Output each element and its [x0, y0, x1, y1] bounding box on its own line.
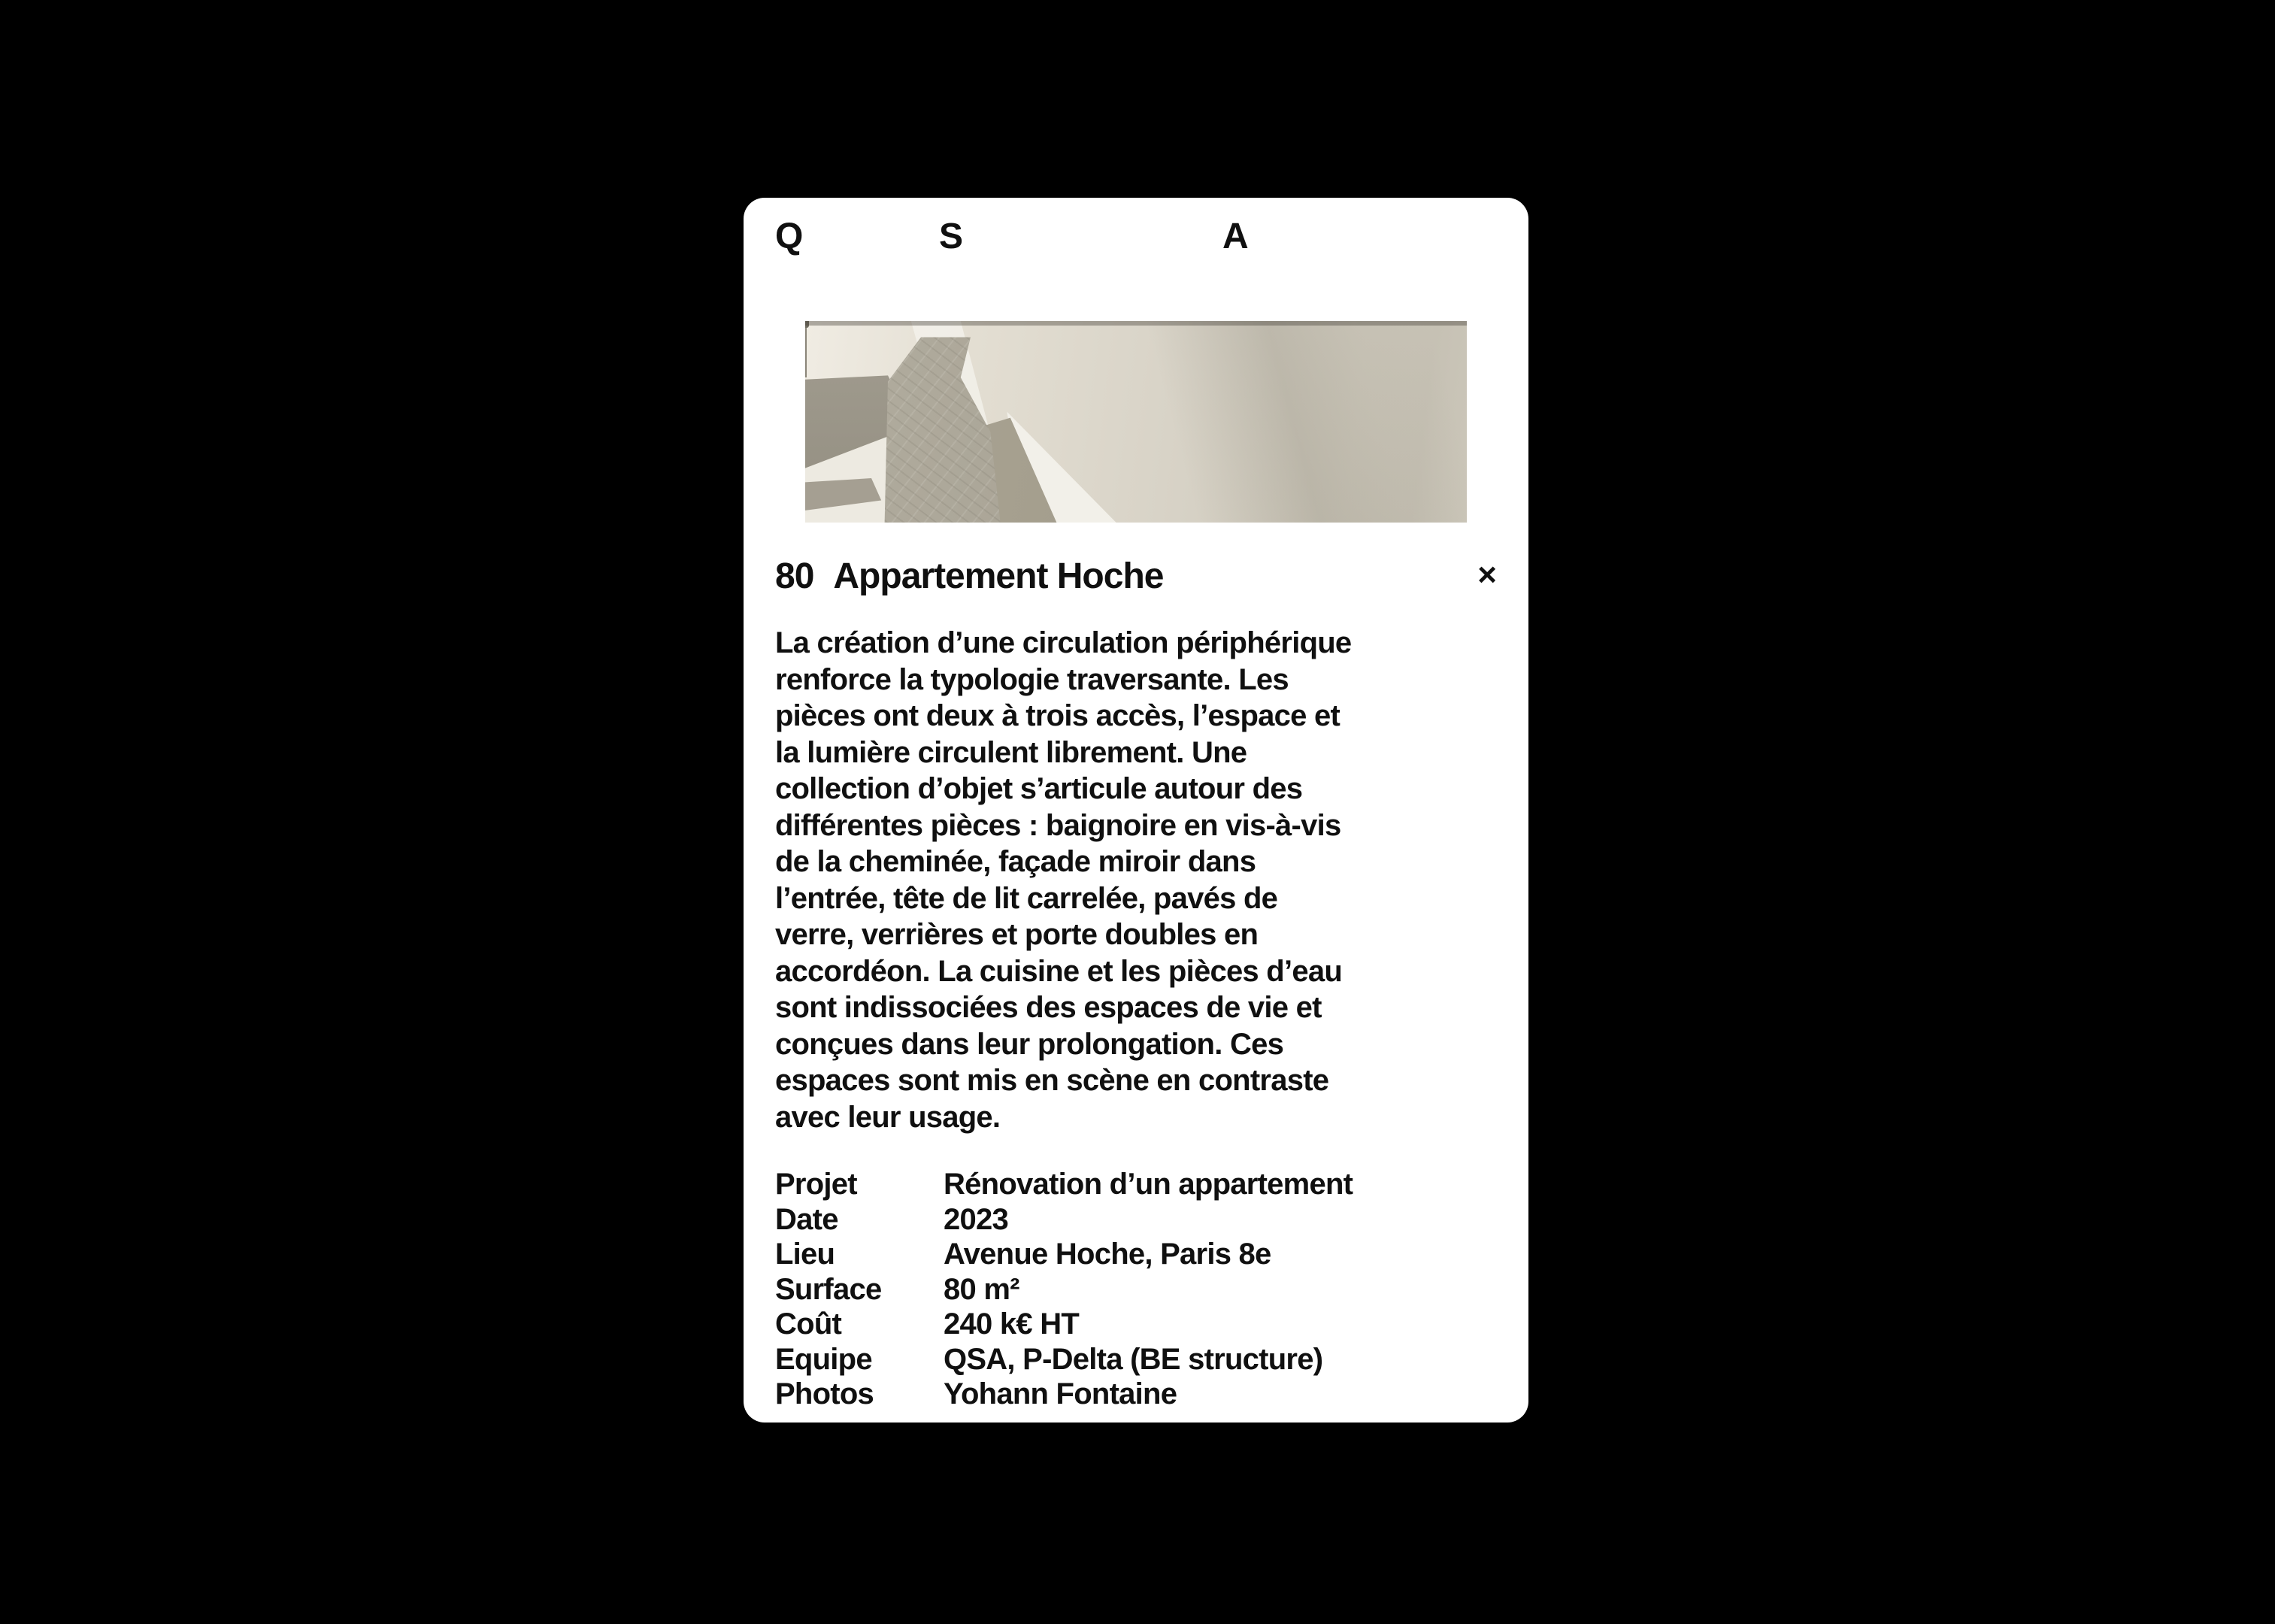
detail-row	[775, 1272, 1497, 1307]
logo-letter-a[interactable]: A	[1222, 217, 1248, 256]
detail-value: Yohann Fontaine	[944, 1377, 1177, 1410]
detail-row	[775, 1377, 1497, 1412]
detail-row	[775, 1202, 1497, 1238]
project-number: 80	[775, 556, 814, 596]
project-description: La création d’une circulation périphérique renforce la typologie traversante. Les pièces ont deux à trois accès, l’espace et la lumière circulent librement. Une collection d’objet s’articule autour des différentes pièces : baignoire en vis-à-vis de la cheminée, façade miroir dans l’entrée, tête de lit carrelée, pavés de verre, verrières et porte doubles en accordéon. La cuisine et les pièces d’eau sont indissociées des espaces de vie et conçues dans leur prolongation. Ces espaces sont mis en scène en contraste avec leur usage.	[775, 626, 1352, 1134]
logo-letter-s[interactable]: S	[939, 217, 963, 256]
detail-value: QSA, P-Delta (BE structure)	[944, 1342, 1323, 1376]
logo-letter-q[interactable]: Q	[775, 217, 803, 256]
detail-label: Equipe	[775, 1342, 872, 1376]
project-card	[744, 198, 1528, 1423]
detail-label: Projet	[775, 1168, 857, 1201]
photo-bottom-shadow	[805, 321, 1467, 326]
project-title-row	[775, 556, 1497, 598]
project-photo[interactable]	[805, 321, 1467, 523]
detail-value: 2023	[944, 1202, 1008, 1236]
detail-label: Photos	[775, 1377, 874, 1410]
detail-row	[775, 1342, 1497, 1377]
detail-value: Rénovation d’un appartement	[944, 1168, 1353, 1201]
detail-value: Avenue Hoche, Paris 8e	[944, 1238, 1271, 1271]
detail-label: Surface	[775, 1272, 882, 1306]
detail-row	[775, 1167, 1497, 1202]
detail-value: 240 k€ HT	[944, 1307, 1080, 1341]
hanging-wire	[805, 321, 807, 377]
site-logo	[775, 216, 1497, 258]
detail-value: 80 m²	[944, 1272, 1019, 1306]
detail-label: Coût	[775, 1307, 842, 1341]
detail-row	[775, 1237, 1497, 1272]
project-details-list	[775, 1167, 1497, 1412]
detail-label: Lieu	[775, 1238, 835, 1271]
detail-row	[775, 1307, 1497, 1342]
close-button[interactable]: ×	[1477, 556, 1497, 593]
project-title: Appartement Hoche	[833, 556, 1164, 596]
detail-label: Date	[775, 1202, 838, 1236]
